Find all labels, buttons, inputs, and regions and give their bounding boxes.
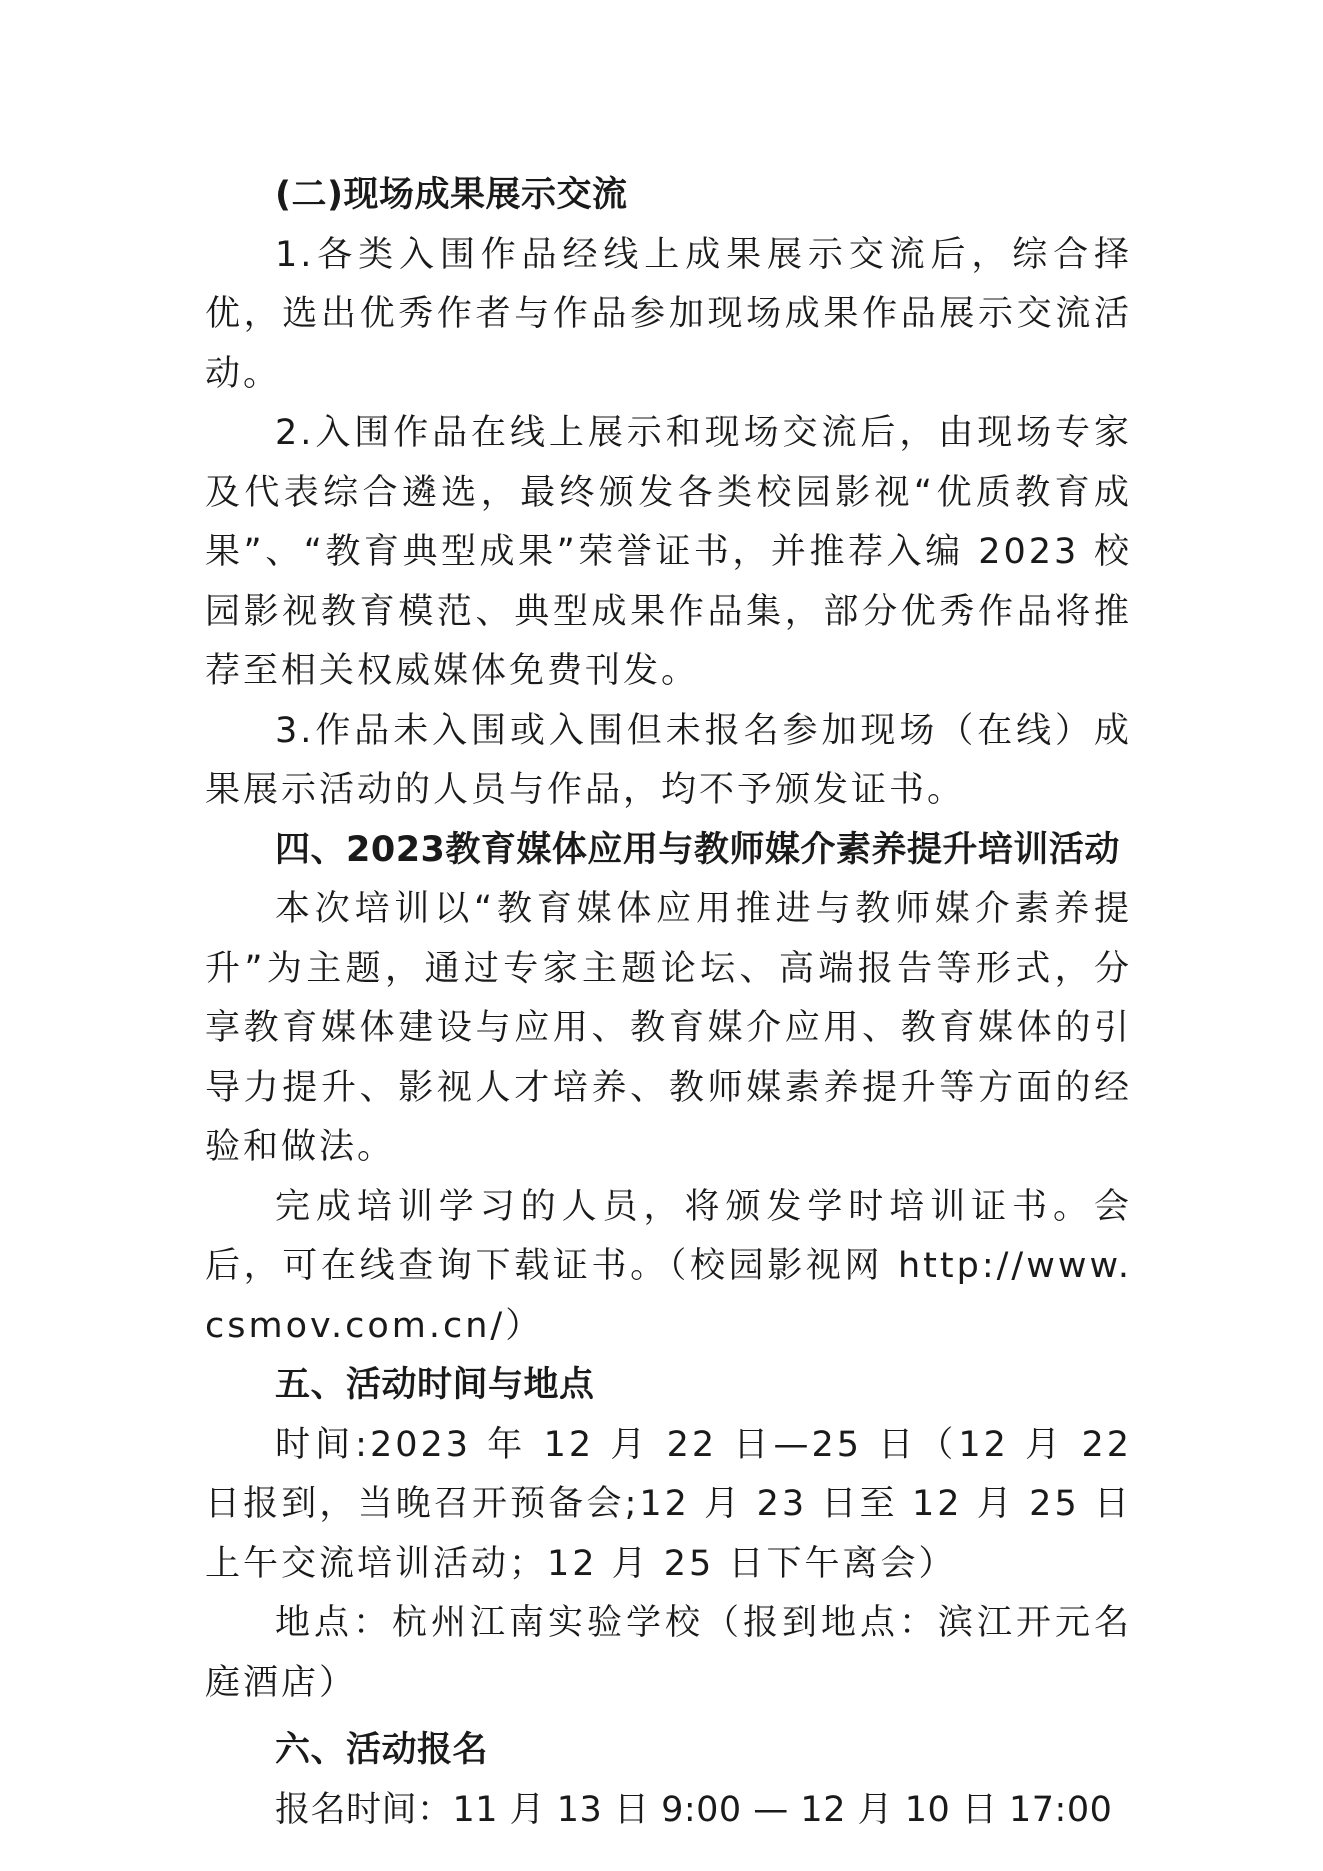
section-4-paragraph-2: 完成培训学习的人员，将颁发学时培训证书。会后，可在线查询下载证书。（校园影视网 http://www.csmov.com.cn/） — [205, 1186, 1132, 1346]
section-2-item-3: 3.作品未入围或入围但未报名参加现场（在线）成果展示活动的人员与作品，均不予颁发证书。 — [205, 710, 1132, 810]
section-5-heading: 五、活动时间与地点 — [275, 1365, 595, 1405]
section-2-item-2: 2.入围作品在线上展示和现场交流后，由现场专家及代表综合遴选，最终颁发各类校园影视“优质教育成果”、“教育典型成果”荣誉证书，并推荐入编 2023 校园影视教育模范、典型成果作品集，部分优秀作品将推荐至相关权威媒体免费刊发。 — [205, 413, 1132, 691]
section-5-time: 时间:2023 年 12 月 22 日—25 日（12 月 22 日报到，当晚召开预备会;12 月 23 日至 12 月 25 日上午交流培训活动；12 月 25 日下午离会） — [205, 1424, 1132, 1584]
section-5-place: 地点：杭州江南实验学校（报到地点：滨江开元名庭酒店） — [205, 1603, 1132, 1703]
section-6-registration-time: 报名时间：11 月 13 日 9:00 — 12 月 10 日 17:00 — [275, 1789, 1113, 1830]
section-4-heading: 四、2023教育媒体应用与教师媒介素养提升培训活动 — [275, 829, 1120, 870]
document-body — [205, 166, 1132, 1840]
section-4-paragraph-1: 本次培训以“教育媒体应用推进与教师媒介素养提升”为主题，通过专家主题论坛、高端报告等形式，分享教育媒体建设与应用、教育媒介应用、教育媒体的引导力提升、影视人才培养、教师媒素养提升等方面的经验和做法。 — [205, 889, 1132, 1167]
section-6-heading: 六、活动报名 — [275, 1730, 489, 1770]
section-2-item-1: 1.各类入围作品经线上成果展示交流后，综合择优，选出优秀作者与作品参加现场成果作品展示交流活动。 — [205, 234, 1132, 394]
section-2-heading: (二)现场成果展示交流 — [275, 175, 628, 215]
